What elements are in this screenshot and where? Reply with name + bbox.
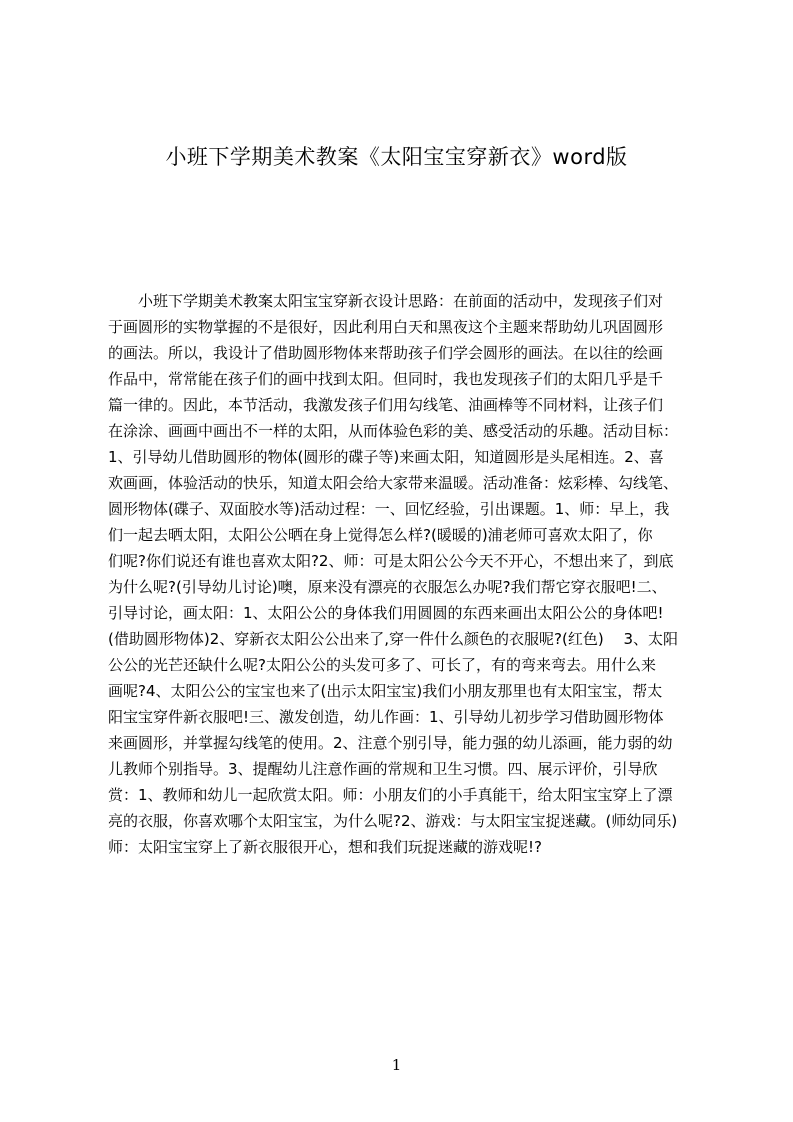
body-line: 画呢?4、太阳公公的宝宝也来了(出示太阳宝宝)我们小朋友那里也有太阳宝宝，帮太	[108, 682, 663, 700]
body-line: 篇一律的。因此，本节活动，我激发孩子们用勾线笔、油画棒等不同材料，让孩子们	[108, 396, 664, 414]
body-line: (借助圆形物体)2、穿新衣太阳公公出来了,穿一件什么颜色的衣服呢?(红色) 3、太阳	[108, 630, 678, 648]
body-line: 阳宝宝穿件新衣服吧!三、激发创造，幼儿作画：1、引导幼儿初步学习借助圆形物体	[108, 708, 664, 726]
body-line: 公公的光芒还缺什么呢?太阳公公的头发可多了、可长了，有的弯来弯去。用什么来	[108, 656, 656, 674]
body-line: 师：太阳宝宝穿上了新衣服很开心，想和我们玩捉迷藏的游戏呢!?	[108, 838, 542, 856]
body-line: 于画圆形的实物掌握的不是很好，因此利用白天和黑夜这个主题来帮助幼儿巩固圆形	[108, 318, 664, 336]
body-line: 来画圆形，并掌握勾线笔的使用。2、注意个别引导，能力强的幼儿添画，能力弱的幼	[108, 734, 673, 752]
body-line: 儿教师个别指导。3、提醒幼儿注意作画的常规和卫生习惯。四、展示评价，引导欣	[108, 760, 658, 778]
body-line: 为什么呢?(引导幼儿讨论)噢，原来没有漂亮的衣服怎么办呢?我们帮它穿衣服吧!二、	[108, 578, 667, 596]
body-line: 圆形物体(碟子、双面胶水等)活动过程：一、回忆经验，引出课题。1、师：早上，我	[108, 500, 670, 518]
document-body	[108, 288, 698, 860]
body-line: 亮的衣服，你喜欢哪个太阳宝宝，为什么呢?2、游戏：与太阳宝宝捉迷藏。(师幼同乐)	[108, 812, 678, 830]
body-line: 的画法。所以，我设计了借助圆形物体来帮助孩子们学会圆形的画法。在以往的绘画	[108, 344, 664, 362]
page-number: 1	[391, 1056, 402, 1074]
body-line: 引导讨论，画太阳：1、太阳公公的身体我们用圆圆的东西来画出太阳公公的身体吧!	[108, 604, 664, 622]
body-line: 欢画画，体验活动的快乐，知道太阳会给大家带来温暖。活动准备：炫彩棒、勾线笔、	[108, 474, 679, 492]
body-line: 们一起去晒太阳，太阳公公晒在身上觉得怎么样?(暖暖的)浦老师可喜欢太阳了，你	[108, 526, 653, 544]
body-line: 赏：1、教师和幼儿一起欣赏太阳。师：小朋友们的小手真能干，给太阳宝宝穿上了漂	[108, 786, 673, 804]
body-line: 作品中，常常能在孩子们的画中找到太阳。但同时，我也发现孩子们的太阳几乎是千	[108, 370, 664, 388]
document-title: 小班下学期美术教案《太阳宝宝穿新衣》word版	[165, 145, 628, 169]
body-line: 1、引导幼儿借助圆形的物体(圆形的碟子等)来画太阳，知道圆形是头尾相连。2、喜	[108, 448, 664, 466]
body-line: 在涂涂、画画中画出不一样的太阳，从而体验色彩的美、感受活动的乐趣。活动目标：	[108, 422, 679, 440]
body-line: 们呢?你们说还有谁也喜欢太阳?2、师：可是太阳公公今天不开心，不想出来了，到底	[108, 552, 674, 570]
body-line: 小班下学期美术教案太阳宝宝穿新衣设计思路：在前面的活动中，发现孩子们对	[108, 292, 664, 310]
